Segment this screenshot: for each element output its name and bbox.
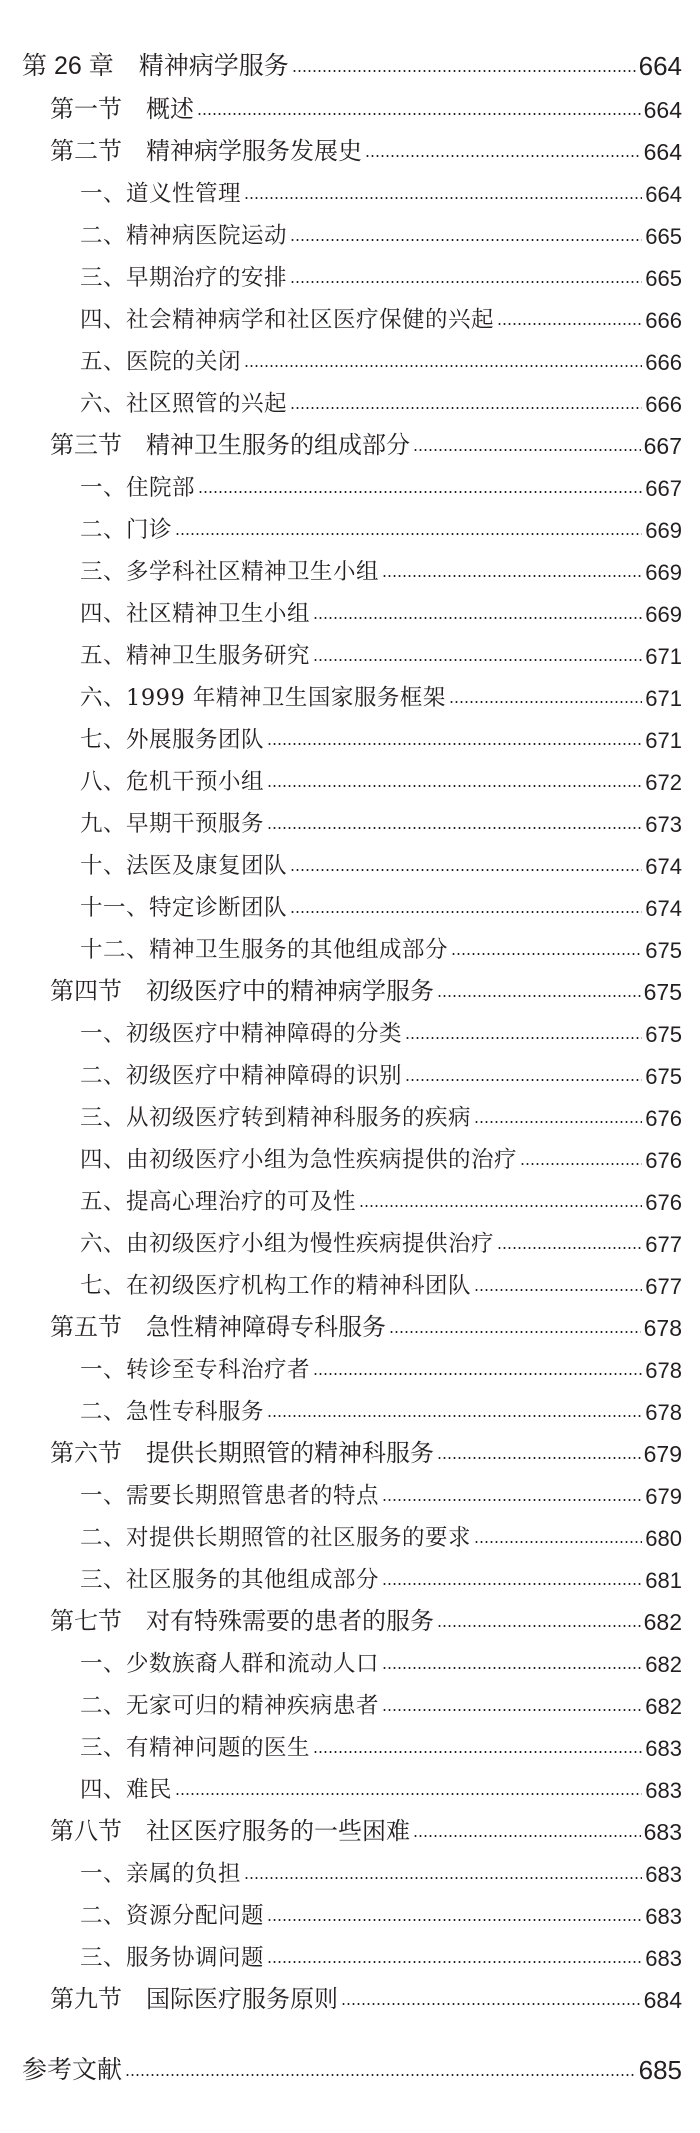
toc-section-entry[interactable]	[50, 1426, 682, 1468]
page-number: 682	[643, 1609, 682, 1635]
dot-leader	[382, 1581, 642, 1588]
item-title: 二、急性专科服务	[80, 1399, 265, 1425]
page-number: 681	[645, 1568, 682, 1593]
section-title: 第九节 国际医疗服务原则	[50, 1985, 338, 2013]
toc-item-entry[interactable]	[80, 1384, 682, 1426]
dot-leader	[244, 1875, 642, 1882]
toc-item-entry[interactable]	[80, 1258, 682, 1300]
item-title: 七、外展服务团队	[80, 727, 265, 753]
toc-section-entry[interactable]	[50, 418, 682, 460]
toc-item-entry[interactable]	[80, 796, 682, 838]
item-title: 二、精神病医院运动	[80, 223, 288, 249]
page-number: 683	[645, 1862, 682, 1887]
item-title: 三、有精神问题的医生	[80, 1735, 311, 1761]
section-title: 第二节 精神病学服务发展史	[50, 137, 362, 165]
page-number: 671	[645, 728, 682, 753]
page-number: 680	[645, 1526, 682, 1551]
dot-leader	[267, 825, 642, 832]
section-title: 第七节 对有特殊需要的患者的服务	[50, 1607, 434, 1635]
dot-leader	[389, 1328, 641, 1335]
dot-leader	[313, 615, 642, 622]
toc-section-entry[interactable]	[50, 1300, 682, 1342]
dot-leader	[474, 1287, 642, 1294]
page-number: 677	[645, 1274, 682, 1299]
dot-leader	[359, 1203, 642, 1210]
table-of-contents	[0, 40, 700, 2086]
page-number: 674	[645, 854, 682, 879]
toc-references-entry[interactable]	[22, 2044, 682, 2086]
item-title: 五、精神卫生服务研究	[80, 643, 311, 669]
item-title: 二、初级医疗中精神障碍的识别	[80, 1063, 403, 1089]
item-title: 六、社区照管的兴起	[80, 391, 288, 417]
dot-leader	[474, 1119, 642, 1126]
item-title: 一、亲属的负担	[80, 1861, 242, 1887]
dot-leader	[451, 951, 642, 958]
toc-item-entry[interactable]	[80, 1678, 682, 1720]
page-number: 682	[645, 1652, 682, 1677]
toc-item-entry[interactable]	[80, 1132, 682, 1174]
dot-leader	[413, 446, 641, 453]
toc-item-entry[interactable]	[80, 1510, 682, 1552]
references-title: 参考文献	[22, 2056, 123, 2084]
dot-leader	[382, 1707, 642, 1714]
toc-item-entry[interactable]	[80, 1216, 682, 1258]
page-number: 682	[645, 1694, 682, 1719]
section-title: 第三节 精神卫生服务的组成部分	[50, 431, 410, 459]
toc-section-entry[interactable]	[50, 82, 682, 124]
page-number: 683	[645, 1778, 682, 1803]
page-number: 678	[645, 1358, 682, 1383]
toc-section-entry[interactable]	[50, 1804, 682, 1846]
dot-leader	[290, 909, 642, 916]
toc-item-entry[interactable]	[80, 166, 682, 208]
item-title: 三、多学科社区精神卫生小组	[80, 559, 380, 585]
toc-item-entry[interactable]	[80, 754, 682, 796]
item-title: 九、早期干预服务	[80, 811, 265, 837]
toc-item-entry[interactable]	[80, 1468, 682, 1510]
page-number: 673	[645, 812, 682, 837]
item-title: 二、对提供长期照管的社区服务的要求	[80, 1525, 472, 1551]
dot-leader	[449, 699, 642, 706]
page-number: 666	[645, 392, 682, 417]
toc-item-entry[interactable]	[80, 334, 682, 376]
toc-item-entry[interactable]	[80, 712, 682, 754]
page-number: 667	[643, 433, 682, 459]
toc-item-entry[interactable]	[80, 544, 682, 586]
toc-item-entry[interactable]	[80, 1930, 682, 1972]
toc-item-entry[interactable]	[80, 1762, 682, 1804]
toc-item-entry[interactable]	[80, 1048, 682, 1090]
page-number: 666	[645, 308, 682, 333]
toc-item-entry[interactable]	[80, 922, 682, 964]
toc-section-entry[interactable]	[50, 1594, 682, 1636]
item-title: 三、从初级医疗转到精神科服务的疾病	[80, 1105, 472, 1131]
page-number: 677	[645, 1232, 682, 1257]
toc-item-entry[interactable]	[80, 1636, 682, 1678]
toc-item-entry[interactable]	[80, 1720, 682, 1762]
item-title: 五、医院的关闭	[80, 349, 242, 375]
page-number: 679	[645, 1484, 682, 1509]
dot-leader	[382, 1665, 642, 1672]
dot-leader	[175, 1791, 642, 1798]
dot-leader	[382, 573, 642, 580]
item-title: 四、社区精神卫生小组	[80, 601, 311, 627]
dot-leader	[405, 1077, 642, 1084]
page-number: 664	[645, 182, 682, 207]
toc-item-entry[interactable]	[80, 502, 682, 544]
page-number: 683	[643, 1819, 682, 1845]
dot-leader	[313, 1371, 642, 1378]
page-number: 674	[645, 896, 682, 921]
dot-leader	[198, 489, 642, 496]
dot-leader	[497, 1245, 642, 1252]
dot-leader	[413, 1832, 641, 1839]
page-number: 683	[645, 1904, 682, 1929]
dot-leader	[520, 1161, 642, 1168]
page-number: 683	[645, 1946, 682, 1971]
page-number: 671	[645, 644, 682, 669]
dot-leader	[290, 237, 642, 244]
item-title: 四、社会精神病学和社区医疗保健的兴起	[80, 307, 495, 333]
page-number: 676	[645, 1148, 682, 1173]
references-page-number: 685	[638, 2055, 682, 2085]
item-title: 一、转诊至专科治疗者	[80, 1357, 311, 1383]
toc-section-entry[interactable]	[50, 124, 682, 166]
dot-leader	[437, 992, 641, 999]
section-title: 第一节 概述	[50, 95, 194, 123]
page-number: 675	[645, 1064, 682, 1089]
dot-leader	[474, 1539, 642, 1546]
page-number: 669	[645, 602, 682, 627]
item-title: 五、提高心理治疗的可及性	[80, 1189, 357, 1215]
dot-leader	[382, 1497, 642, 1504]
toc-item-entry[interactable]	[80, 376, 682, 418]
item-title: 十、法医及康复团队	[80, 853, 288, 879]
dot-leader	[437, 1622, 641, 1629]
page-number: 666	[645, 350, 682, 375]
dot-leader	[437, 1454, 641, 1461]
item-title: 一、初级医疗中精神障碍的分类	[80, 1021, 403, 1047]
section-title: 第六节 提供长期照管的精神科服务	[50, 1439, 434, 1467]
item-title: 三、社区服务的其他组成部分	[80, 1567, 380, 1593]
page-number: 665	[645, 224, 682, 249]
dot-leader	[267, 1959, 642, 1966]
dot-leader	[290, 279, 642, 286]
dot-leader	[292, 68, 636, 76]
dot-leader	[405, 1035, 642, 1042]
page-number: 669	[645, 518, 682, 543]
page-number: 675	[643, 979, 682, 1005]
toc-item-entry[interactable]	[80, 628, 682, 670]
item-title: 三、早期治疗的安排	[80, 265, 288, 291]
toc-item-entry[interactable]	[80, 250, 682, 292]
page-number: 671	[645, 686, 682, 711]
page-number: 675	[645, 938, 682, 963]
toc-item-entry[interactable]	[80, 1090, 682, 1132]
item-title: 一、需要长期照管患者的特点	[80, 1483, 380, 1509]
dot-leader	[290, 867, 642, 874]
section-title: 第四节 初级医疗中的精神病学服务	[50, 977, 434, 1005]
section-title: 第八节 社区医疗服务的一些困难	[50, 1817, 410, 1845]
page-number: 676	[645, 1190, 682, 1215]
toc-item-entry[interactable]	[80, 208, 682, 250]
page-number: 675	[645, 1022, 682, 1047]
page-number: 664	[643, 139, 682, 165]
toc-item-entry[interactable]	[80, 880, 682, 922]
page-number: 676	[645, 1106, 682, 1131]
page-number: 679	[643, 1441, 682, 1467]
toc-item-entry[interactable]	[80, 1342, 682, 1384]
toc-item-entry[interactable]	[80, 460, 682, 502]
dot-leader	[290, 405, 642, 412]
dot-leader	[267, 1917, 642, 1924]
item-title: 四、难民	[80, 1777, 173, 1803]
item-title: 十二、精神卫生服务的其他组成部分	[80, 937, 449, 963]
toc-item-entry[interactable]	[80, 586, 682, 628]
dot-leader	[244, 363, 642, 370]
item-title: 六、1999 年精神卫生国家服务框架	[80, 685, 446, 711]
toc-item-entry[interactable]	[80, 670, 682, 712]
dot-leader	[175, 531, 642, 538]
dot-leader	[267, 741, 642, 748]
page-number: 683	[645, 1736, 682, 1761]
page-number: 664	[643, 97, 682, 123]
dot-leader	[365, 152, 641, 159]
item-title: 四、由初级医疗小组为急性疾病提供的治疗	[80, 1147, 518, 1173]
page-number: 678	[645, 1400, 682, 1425]
item-title: 二、资源分配问题	[80, 1903, 265, 1929]
page-number: 667	[645, 476, 682, 501]
dot-leader	[244, 195, 642, 202]
dot-leader	[125, 2072, 636, 2080]
dot-leader	[197, 110, 641, 117]
toc-entries	[0, 82, 700, 2014]
item-title: 一、少数族裔人群和流动人口	[80, 1651, 380, 1677]
toc-item-entry[interactable]	[80, 1552, 682, 1594]
toc-section-entry[interactable]	[50, 964, 682, 1006]
item-title: 六、由初级医疗小组为慢性疾病提供治疗	[80, 1231, 495, 1257]
dot-leader	[341, 2000, 641, 2007]
item-title: 七、在初级医疗机构工作的精神科团队	[80, 1273, 472, 1299]
chapter-title: 第 26 章 精神病学服务	[22, 52, 289, 80]
toc-section-entry[interactable]	[50, 1972, 682, 2014]
toc-item-entry[interactable]	[80, 292, 682, 334]
toc-item-entry[interactable]	[80, 1006, 682, 1048]
page-number: 669	[645, 560, 682, 585]
page-number: 678	[643, 1315, 682, 1341]
dot-leader	[497, 321, 642, 328]
dot-leader	[313, 657, 642, 664]
toc-item-entry[interactable]	[80, 1888, 682, 1930]
chapter-page-number: 664	[638, 51, 682, 81]
spacer	[0, 2014, 700, 2044]
page-number: 684	[643, 1987, 682, 2013]
dot-leader	[313, 1749, 642, 1756]
dot-leader	[267, 783, 642, 790]
section-title: 第五节 急性精神障碍专科服务	[50, 1313, 386, 1341]
item-title: 一、住院部	[80, 475, 196, 501]
dot-leader	[267, 1413, 642, 1420]
toc-item-entry[interactable]	[80, 1846, 682, 1888]
item-title: 八、危机干预小组	[80, 769, 265, 795]
page-number: 665	[645, 266, 682, 291]
toc-item-entry[interactable]	[80, 838, 682, 880]
toc-chapter-entry[interactable]	[22, 40, 682, 82]
item-title: 二、门诊	[80, 517, 173, 543]
item-title: 十一、特定诊断团队	[80, 895, 288, 921]
item-title: 二、无家可归的精神疾病患者	[80, 1693, 380, 1719]
item-title: 三、服务协调问题	[80, 1945, 265, 1971]
page-number: 672	[645, 770, 682, 795]
item-title: 一、道义性管理	[80, 181, 242, 207]
toc-item-entry[interactable]	[80, 1174, 682, 1216]
